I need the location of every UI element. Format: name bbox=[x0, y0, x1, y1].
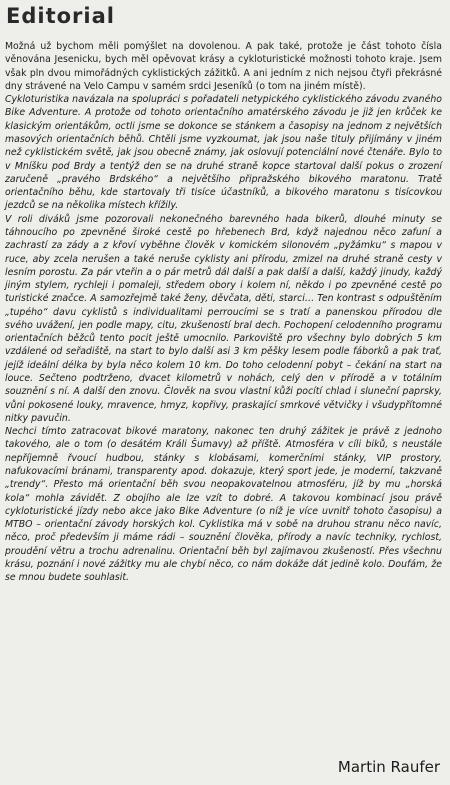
editorial-title: Editorial bbox=[6, 4, 115, 28]
paragraph-2: Cykloturistika navázala na spolupráci s pořadateli netypického cyklistického závodu zvaného Bike Adventure. A protože od tohoto orientačního amatérského závodu je již jen krůček ke klasickým orientákům, octli jsme se dokonce se stánkem a časopisy na jednom z největších masových orientačních běhů. Chtěli jsme vyzkoumat, jak jsou naše tituly přijímány v jiném než cyklistickém světě, jak jsou obecně známy, jak oslovují potenciální nové čtenáře. Bylo to v Mníšku pod Brdy a tentýž den se na druhé straně kopce startoval další pokus o zrození zaručeně „pravého Brdského“ a největšího připražského bikového maratonu. Tratě orientačního běhu, kde startovaly tři tisíce účastníků, a bikového maratonu s tisícovkou jezdců se na několika místech křížily. bbox=[5, 94, 442, 212]
paragraph-1: Možná už bychom měli pomýšlet na dovolenou. A pak také, protože je část tohoto čísla věnována Jesenicku, bych měl opěvovat krásy a cykloturistické možnosti tohoto kraje. Jsem však pln dvou mimořádných cyklistických zážitků. A ani jedním z nich nejsou čtyři překrásné dny strávené na Velo Campu v samém srdci Jeseníků (o tom na jiném místě). bbox=[5, 41, 442, 92]
editorial-body bbox=[5, 40, 442, 585]
paragraph-4: Nechci tímto zatracovat bikové maratony, nakonec ten druhý zážitek je právě z jednoho takového, ale o tom (o desátém Králi Šumavy) až příště. Atmosféra v cíli biků, s neustále nepříjemně řvoucí hudbou, stánky s klobásami, komerčními stánky, VIP prostory, nafukovacími bránami, transparenty apod. dokazuje, který sport jede, je moderní, takzvaně „trendy“. Přesto má orientační běh svou neopakovatelnou atmosféru, jíž by mu „horská kola“ mohla závidět. Z obojího ale lze vzít to dobré. A takovou kombinací jsou právě cykloturistické jízdy nebo akce jako Bike Adventure (o níž je více uvnitř tohoto časopisu) a MTBO – orientační závody horských kol. Cyklistika má v sobě na druhou stranu něco navíc, něco, proč především ji máme rádi – souznění člověka, přírody a navíc techniky, rychlost, proudění větru a trochu adrenalinu. Orientační běh byl zajímavou zkušeností. Přes všechnu krásu, poznání i nové zážitky mu ale chybí něco, co nám dokáže dát jedině kolo. Doufám, že se mnou budete souhlasit. bbox=[5, 426, 442, 584]
author-signature: Martin Raufer bbox=[337, 758, 440, 776]
paragraph-3: V roli diváků jsme pozorovali nekonečného barevného hada bikerů, dlouhé minuty se táhnoucího po zpevněné široké cestě po hřebenech Brd, když najednou něco zafuní a zachrastí za zády a z křoví vyběhne člověk v komickém silonovém „pyžámku“ s mapou v ruce, aby zcela nerušen a také neruše cyklisty ani přírodu, zmizel na druhé straně cesty v lesním porostu. Za pár vteřin a o pár metrů dál další a pak další a další, každý jinudy, každý jiným stylem, rychleji i pomaleji, středem obory i kolem ní, někdo i po zpevněné cestě po turistické značce. A samozřejmě také ženy, děvčata, děti, starci… Ten kontrast s odpuštěním „tupého“ davu cyklistů s individualitami perroucími se s tratí a panenskou přírodou dle svého uvážení, jen podle mapy, citu, zkušeností bral dech. Pochopení celodenního programu orientačních běžců tento pocit ještě umocnilo. Parkoviště pro všechny bylo dobrých 5 km vzdálené od seřadiště, na start to bylo další asi 3 km pěšky lesem podle fáborků a pak trať, jejíž ideální délka by byla něco kolem 10 km. Do toho celodenní pobyt – čekání na start na louce. Sečteno podtrženo, dvacet kilometrů v nohách, celý den v přírodě a v totálním souznění s ní. A další den znovu. Člověk na svou vlastní kůži pocítí chlad i sluneční paprsky, vůni pokosené louky, mravence, hmyz, kopřivy, praskající smrkové větvičky i všudypřítomné nitky pavučin. bbox=[5, 213, 442, 424]
